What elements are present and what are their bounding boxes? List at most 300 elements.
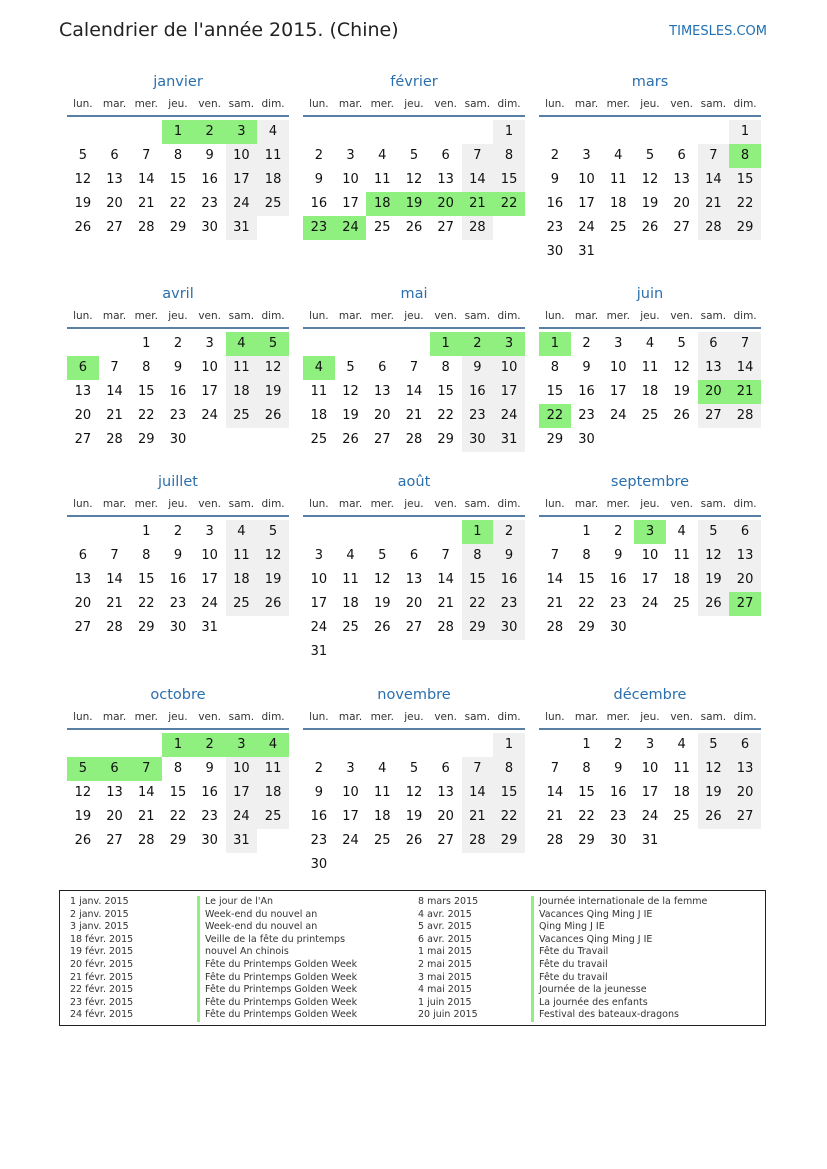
day-cell: 2	[493, 520, 525, 544]
month-divider	[303, 515, 525, 517]
day-cell: 18	[226, 380, 258, 404]
legend-holiday-name: Fête du Printemps Golden Week	[197, 1009, 357, 1022]
legend-date: 24 févr. 2015	[70, 1009, 134, 1021]
day-cell: 9	[493, 544, 525, 568]
legend-date: 1 mai 2015	[418, 946, 472, 958]
day-cell: 20	[437, 809, 454, 824]
day-cell: 18	[641, 384, 659, 399]
weekday-label: dim.	[261, 310, 285, 322]
legend-date: 18 févr. 2015	[70, 933, 134, 945]
day-cell: 3	[346, 148, 355, 163]
legend-date: 3 mai 2015	[418, 971, 472, 983]
day-cell: 29	[137, 432, 155, 447]
empty-cell	[666, 616, 698, 640]
holiday-day-cell: 6	[67, 356, 99, 380]
month-name: décembre	[613, 687, 687, 703]
month-block	[67, 70, 289, 240]
day-cell: 18	[373, 809, 391, 824]
holiday-day-cell: 2	[194, 733, 226, 757]
weekday-label: jeu.	[404, 711, 424, 723]
day-cell: 19	[698, 568, 730, 592]
day-cell: 10	[493, 356, 525, 380]
empty-cell	[698, 616, 730, 640]
legend-holiday-name: Festival des bateaux-dragons	[531, 1009, 707, 1022]
day-cell: 13	[437, 785, 454, 800]
legend-date: 4 mai 2015	[418, 984, 472, 996]
day-cell: 6	[441, 761, 450, 776]
empty-cell	[571, 120, 603, 144]
holiday-day-cell: 3	[493, 332, 525, 356]
weekday-label: sam.	[228, 498, 255, 510]
empty-cell	[303, 120, 335, 144]
day-cell: 25	[609, 220, 627, 235]
day-cell: 8	[493, 757, 525, 781]
day-cell: 20	[74, 596, 92, 611]
day-cell: 28	[106, 620, 123, 635]
day-cell: 15	[169, 172, 187, 187]
day-cell: 19	[74, 196, 92, 211]
day-cell: 10	[578, 172, 595, 187]
empty-cell	[493, 216, 525, 240]
empty-cell	[303, 332, 335, 356]
day-cell: 26	[698, 592, 730, 616]
day-cell: 2	[173, 524, 183, 539]
day-cell: 13	[405, 572, 423, 587]
day-cell: 15	[578, 572, 595, 587]
weekday-label: sam.	[228, 98, 255, 110]
empty-cell	[398, 332, 430, 356]
day-cell: 28	[546, 833, 564, 848]
weekday-header	[303, 94, 525, 115]
weekday-label: sam.	[228, 310, 255, 322]
day-cell: 6	[78, 548, 87, 563]
empty-cell	[335, 640, 367, 664]
day-cell: 6	[698, 332, 730, 356]
day-cell: 7	[441, 548, 450, 563]
day-cell: 3	[645, 737, 655, 752]
site-link[interactable]: TIMESLES.COM	[669, 24, 767, 39]
day-cell: 9	[614, 548, 623, 563]
month-block	[303, 683, 525, 877]
day-cell: 30	[310, 857, 328, 872]
empty-cell	[366, 520, 398, 544]
month-divider	[67, 515, 289, 517]
day-cell: 6	[441, 148, 450, 163]
day-cell: 1	[493, 120, 525, 144]
weekday-label: ven.	[198, 310, 221, 322]
day-cell: 17	[641, 572, 659, 587]
days-grid	[539, 332, 761, 452]
day-cell: 24	[641, 596, 659, 611]
empty-cell	[398, 733, 430, 757]
month-divider	[67, 115, 289, 117]
day-cell: 16	[462, 380, 494, 404]
day-cell: 24	[310, 620, 328, 635]
empty-cell	[634, 120, 666, 144]
legend-holiday-name: Fête du Printemps Golden Week	[197, 984, 357, 997]
holiday-day-cell: 4	[257, 733, 289, 757]
day-cell: 12	[74, 785, 92, 800]
empty-cell	[729, 428, 761, 452]
holiday-day-cell: 27	[729, 592, 761, 616]
weekday-header	[539, 94, 761, 115]
weekday-label: mar.	[338, 498, 363, 510]
day-cell: 8	[142, 360, 151, 375]
empty-cell	[666, 428, 698, 452]
day-cell: 23	[201, 809, 218, 824]
weekday-label: ven.	[670, 498, 693, 510]
day-cell: 4	[614, 148, 623, 163]
day-cell: 3	[314, 548, 323, 563]
legend-date: 20 févr. 2015	[70, 958, 134, 970]
day-cell: 29	[169, 833, 187, 848]
day-cell: 15	[729, 168, 761, 192]
weekday-label: lun.	[309, 711, 329, 723]
day-cell: 12	[405, 172, 423, 187]
month-block	[539, 470, 761, 640]
legend-date: 5 avr. 2015	[418, 921, 472, 933]
day-cell: 27	[405, 620, 423, 635]
weekday-label: lun.	[73, 98, 93, 110]
empty-cell	[303, 733, 335, 757]
empty-cell	[666, 829, 698, 853]
empty-cell	[539, 733, 571, 757]
legend-date: 3 janv. 2015	[70, 921, 129, 933]
empty-cell	[398, 520, 430, 544]
day-cell: 28	[437, 620, 454, 635]
day-cell: 8	[142, 548, 151, 563]
weekday-label: lun.	[73, 498, 93, 510]
weekday-label: ven.	[434, 98, 457, 110]
legend-dates-left	[70, 896, 133, 1022]
day-cell: 10	[342, 785, 359, 800]
weekday-label: dim.	[733, 98, 757, 110]
legend-holiday-name: La journée des enfants	[531, 997, 707, 1010]
empty-cell	[67, 733, 99, 757]
day-cell: 28	[405, 432, 423, 447]
weekday-label: mer.	[370, 711, 394, 723]
weekday-label: sam.	[464, 711, 491, 723]
day-cell: 24	[226, 805, 258, 829]
day-cell: 6	[677, 148, 686, 163]
day-cell: 21	[546, 809, 564, 824]
day-cell: 27	[373, 432, 391, 447]
empty-cell	[430, 640, 462, 664]
day-cell: 29	[546, 432, 564, 447]
day-cell: 3	[346, 761, 355, 776]
day-cell: 15	[462, 568, 494, 592]
empty-cell	[602, 428, 634, 452]
month-name: février	[390, 74, 438, 90]
day-cell: 31	[493, 428, 525, 452]
day-cell: 19	[405, 809, 423, 824]
day-cell: 19	[673, 384, 690, 399]
day-cell: 22	[578, 596, 595, 611]
day-cell: 16	[546, 196, 564, 211]
day-cell: 30	[609, 620, 627, 635]
weekday-label: ven.	[198, 711, 221, 723]
day-cell: 28	[462, 216, 494, 240]
weekday-header	[67, 94, 289, 115]
day-cell: 9	[462, 356, 494, 380]
day-cell: 27	[106, 220, 123, 235]
month-block	[67, 470, 289, 640]
day-cell: 12	[698, 544, 730, 568]
day-cell: 4	[677, 524, 686, 539]
day-cell: 30	[169, 432, 187, 447]
day-cell: 27	[106, 833, 123, 848]
day-cell: 16	[169, 572, 187, 587]
day-cell: 20	[106, 196, 123, 211]
holiday-day-cell: 1	[539, 332, 571, 356]
empty-cell	[462, 733, 494, 757]
empty-cell	[430, 120, 462, 144]
days-grid	[67, 733, 289, 853]
day-cell: 23	[310, 833, 328, 848]
day-cell: 8	[582, 548, 591, 563]
day-cell: 17	[226, 168, 258, 192]
day-cell: 2	[173, 336, 183, 351]
legend-holiday-name: Fête du Printemps Golden Week	[197, 972, 357, 985]
day-cell: 20	[405, 596, 423, 611]
holiday-day-cell: 3	[226, 120, 258, 144]
empty-cell	[698, 428, 730, 452]
weekday-label: jeu.	[168, 711, 188, 723]
days-grid	[67, 520, 289, 640]
day-cell: 26	[698, 805, 730, 829]
day-cell: 30	[546, 244, 564, 259]
weekday-label: mar.	[338, 711, 363, 723]
day-cell: 21	[462, 805, 494, 829]
day-cell: 3	[205, 524, 214, 539]
day-cell: 2	[314, 761, 323, 776]
weekday-label: mer.	[370, 98, 394, 110]
day-cell: 13	[698, 356, 730, 380]
day-cell: 31	[310, 644, 328, 659]
day-cell: 29	[437, 432, 454, 447]
day-cell: 8	[173, 148, 183, 163]
day-cell: 10	[310, 572, 328, 587]
weekday-label: mar.	[574, 98, 599, 110]
month-name: octobre	[150, 687, 206, 703]
month-block	[539, 70, 761, 264]
holiday-day-cell: 24	[335, 216, 367, 240]
weekday-label: lun.	[545, 98, 565, 110]
legend-date: 2 mai 2015	[418, 958, 472, 970]
day-cell: 16	[493, 568, 525, 592]
day-cell: 7	[409, 360, 419, 375]
holiday-day-cell: 20	[698, 380, 730, 404]
empty-cell	[462, 640, 494, 664]
day-cell: 16	[578, 384, 595, 399]
day-cell: 5	[78, 148, 87, 163]
empty-cell	[335, 853, 367, 877]
day-cell: 30	[493, 616, 525, 640]
day-cell: 23	[609, 596, 627, 611]
empty-cell	[430, 853, 462, 877]
day-cell: 12	[342, 384, 359, 399]
empty-cell	[67, 332, 99, 356]
weekday-label: mar.	[338, 98, 363, 110]
day-cell: 14	[729, 356, 761, 380]
day-cell: 13	[373, 384, 391, 399]
weekday-label: jeu.	[640, 498, 660, 510]
weekday-label: lun.	[545, 498, 565, 510]
day-cell: 27	[698, 404, 730, 428]
empty-cell	[493, 853, 525, 877]
weekday-label: dim.	[497, 711, 521, 723]
month-name: mars	[631, 74, 669, 90]
legend-holiday-name: Week-end du nouvel an	[197, 909, 357, 922]
day-cell: 29	[462, 616, 494, 640]
day-cell: 20	[729, 568, 761, 592]
month-name: juillet	[158, 474, 198, 490]
weekday-header	[539, 306, 761, 327]
day-cell: 9	[205, 761, 214, 776]
legend-holiday-name: Veille de la fête du printemps	[197, 934, 357, 947]
day-cell: 28	[546, 620, 564, 635]
day-cell: 13	[106, 172, 123, 187]
days-grid	[303, 120, 525, 240]
weekday-label: mar.	[574, 498, 599, 510]
day-cell: 24	[578, 220, 595, 235]
holiday-day-cell: 7	[130, 757, 162, 781]
day-cell: 22	[729, 192, 761, 216]
day-cell: 11	[226, 356, 258, 380]
day-cell: 26	[641, 220, 659, 235]
page-title: Calendrier de l'année 2015. (Chine)	[59, 19, 399, 41]
day-cell: 11	[609, 172, 627, 187]
day-cell: 2	[614, 737, 623, 752]
legend-holiday-name: Fête du Printemps Golden Week	[197, 997, 357, 1010]
day-cell: 5	[677, 336, 686, 351]
month-block	[303, 470, 525, 664]
day-cell: 20	[106, 809, 123, 824]
legend-holiday-name: Qing Ming J IE	[531, 921, 707, 934]
legend-date: 1 janv. 2015	[70, 896, 129, 907]
legend-holiday-name: Le jour de l'An	[197, 896, 357, 909]
month-divider	[303, 327, 525, 329]
day-cell: 17	[201, 384, 218, 399]
day-cell: 4	[645, 336, 655, 351]
legend-date: 22 févr. 2015	[70, 984, 134, 996]
holiday-day-cell: 21	[729, 380, 761, 404]
weekday-label: mar.	[102, 310, 127, 322]
day-cell: 22	[169, 809, 187, 824]
day-cell: 30	[578, 432, 595, 447]
empty-cell	[130, 120, 162, 144]
day-cell: 5	[346, 360, 355, 375]
day-cell: 21	[106, 408, 123, 423]
day-cell: 19	[373, 596, 391, 611]
day-cell: 6	[378, 360, 387, 375]
day-cell: 20	[729, 781, 761, 805]
empty-cell	[335, 332, 367, 356]
day-cell: 18	[673, 785, 690, 800]
month-name: août	[397, 474, 431, 490]
month-name: avril	[162, 286, 194, 302]
day-cell: 16	[310, 809, 328, 824]
day-cell: 13	[729, 757, 761, 781]
day-cell: 26	[257, 592, 289, 616]
day-cell: 11	[641, 360, 659, 375]
day-cell: 9	[205, 148, 214, 163]
month-divider	[539, 327, 761, 329]
empty-cell	[130, 733, 162, 757]
empty-cell	[335, 120, 367, 144]
holiday-day-cell: 1	[462, 520, 494, 544]
day-cell: 23	[578, 408, 595, 423]
empty-cell	[99, 120, 131, 144]
day-cell: 8	[550, 360, 559, 375]
month-divider	[67, 728, 289, 730]
weekday-label: lun.	[309, 498, 329, 510]
empty-cell	[430, 520, 462, 544]
weekday-label: sam.	[700, 98, 727, 110]
holiday-day-cell: 22	[493, 192, 525, 216]
day-cell: 16	[201, 785, 218, 800]
day-cell: 16	[169, 384, 187, 399]
day-cell: 25	[373, 220, 391, 235]
day-cell: 1	[582, 737, 591, 752]
day-cell: 18	[609, 196, 627, 211]
day-cell: 15	[137, 384, 155, 399]
day-cell: 10	[201, 360, 218, 375]
day-cell: 21	[137, 809, 155, 824]
holiday-day-cell: 3	[226, 733, 258, 757]
day-cell: 30	[169, 620, 187, 635]
day-cell: 4	[346, 548, 355, 563]
day-cell: 17	[641, 785, 659, 800]
weekday-header	[67, 707, 289, 728]
day-cell: 19	[698, 781, 730, 805]
day-cell: 26	[74, 833, 92, 848]
day-cell: 7	[698, 144, 730, 168]
day-cell: 1	[142, 336, 151, 351]
weekday-header	[303, 306, 525, 327]
weekday-label: dim.	[733, 498, 757, 510]
day-cell: 5	[698, 733, 730, 757]
day-cell: 25	[257, 192, 289, 216]
day-cell: 8	[493, 144, 525, 168]
day-cell: 19	[257, 380, 289, 404]
empty-cell	[634, 616, 666, 640]
day-cell: 5	[257, 520, 289, 544]
day-cell: 15	[437, 384, 454, 399]
day-cell: 22	[137, 408, 155, 423]
holiday-day-cell: 20	[430, 192, 462, 216]
empty-cell	[602, 120, 634, 144]
day-cell: 7	[142, 148, 151, 163]
weekday-header	[303, 707, 525, 728]
day-cell: 7	[110, 360, 119, 375]
day-cell: 13	[729, 544, 761, 568]
day-cell: 26	[342, 432, 359, 447]
legend-holiday-name: Fête du travail	[531, 972, 707, 985]
empty-cell	[366, 733, 398, 757]
day-cell: 10	[226, 144, 258, 168]
day-cell: 30	[609, 833, 627, 848]
day-cell: 12	[405, 785, 423, 800]
day-cell: 26	[405, 220, 423, 235]
legend-date: 23 févr. 2015	[70, 996, 134, 1008]
empty-cell	[335, 733, 367, 757]
empty-cell	[698, 120, 730, 144]
days-grid	[303, 733, 525, 877]
weekday-label: mer.	[606, 498, 630, 510]
day-cell: 2	[582, 336, 591, 351]
weekday-header	[539, 494, 761, 515]
